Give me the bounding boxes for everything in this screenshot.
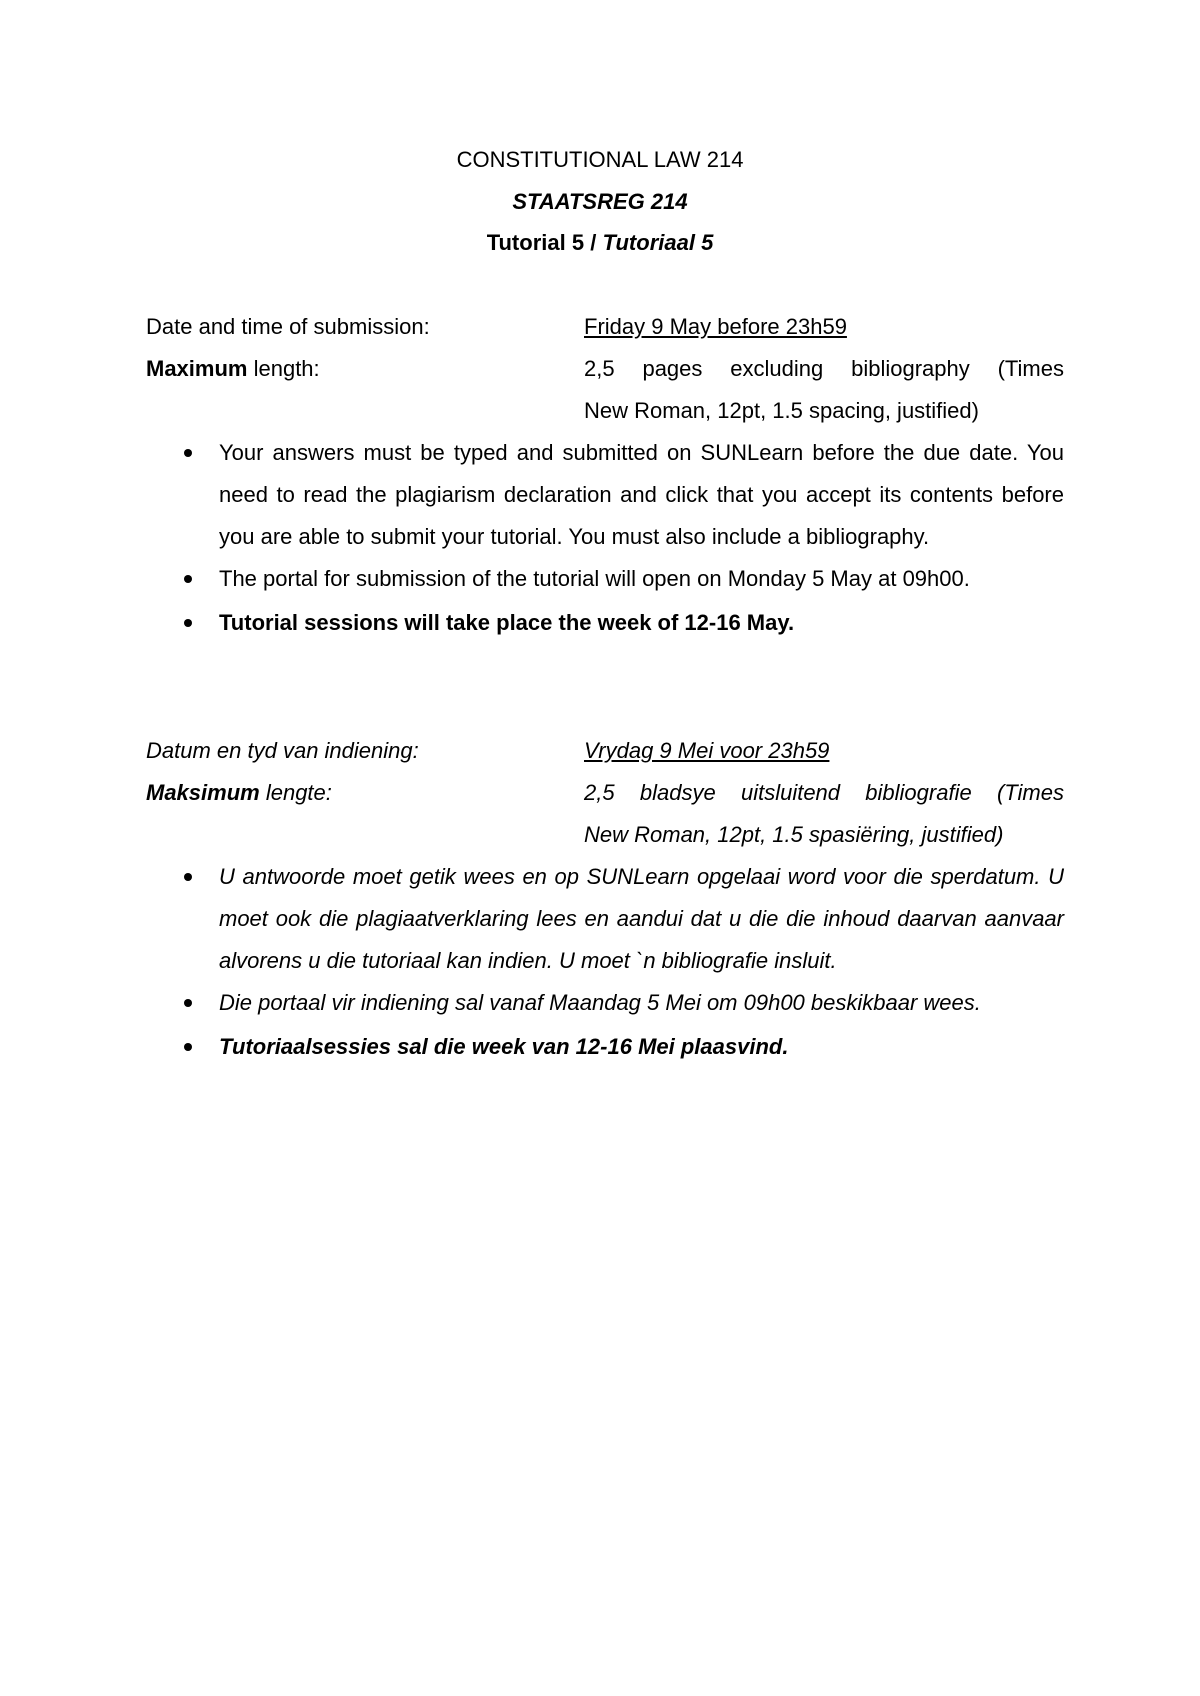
bullet-icon bbox=[184, 999, 192, 1007]
max-length-label-rest: length: bbox=[247, 356, 320, 381]
instruction-text: U antwoorde moet getik wees en op SUNLearn opgelaai word voor die sperdatum. U moet ook die plagiaatverklaring lees en aandui dat u die die inhoud daarvan aanvaar alvorens u die tutoriaal kan indien. U moet `n bibliografie insluit. bbox=[219, 864, 1064, 973]
afrikaans-instructions-list bbox=[146, 856, 1064, 1068]
bullet-icon bbox=[184, 619, 192, 627]
instruction-text: Your answers must be typed and submitted on SUNLearn before the due date. You need to read the plagiarism declaration and click that you accept its contents before you are able to submit your tutorial. You must also include a bibliography. bbox=[219, 440, 1064, 549]
list-item bbox=[146, 856, 1064, 982]
max-length-label-bold: Maximum bbox=[146, 356, 248, 381]
bullet-icon bbox=[184, 873, 192, 881]
max-length-label-afrikaans bbox=[146, 772, 332, 814]
bullet-icon bbox=[184, 575, 192, 583]
list-item bbox=[146, 432, 1064, 558]
max-length-value-line1-afrikaans: 2,5 bladsye uitsluitend bibliografie (Times bbox=[584, 780, 1064, 805]
max-length-value-line2-afrikaans: New Roman, 12pt, 1.5 spasiëring, justified) bbox=[584, 822, 1004, 847]
list-item bbox=[146, 982, 1064, 1024]
list-item bbox=[146, 1026, 1064, 1068]
bullet-icon bbox=[184, 449, 192, 457]
english-instructions-list bbox=[146, 432, 1064, 644]
tutorial-heading-separator: / bbox=[590, 230, 597, 255]
instruction-text: Tutorial sessions will take place the week of 12-16 May. bbox=[219, 610, 795, 635]
tutorial-heading-afrikaans: Tutoriaal 5 bbox=[602, 230, 714, 255]
submission-date-value bbox=[584, 306, 1064, 348]
tutorial-heading bbox=[0, 228, 1200, 258]
max-length-label-bold-afrikaans: Maksimum bbox=[146, 780, 260, 805]
list-item bbox=[146, 602, 1064, 644]
list-item bbox=[146, 558, 1064, 600]
submission-date-text: Friday 9 May before 23h59 bbox=[584, 314, 847, 339]
max-length-label bbox=[146, 348, 320, 390]
course-title: CONSTITUTIONAL LAW 214 bbox=[456, 147, 744, 172]
max-length-value-line1: 2,5 pages excluding bibliography (Times bbox=[584, 356, 1064, 381]
submission-date-label-afrikaans: Datum en tyd van indiening: bbox=[146, 738, 419, 763]
max-length-label-rest-afrikaans: lengte: bbox=[259, 780, 332, 805]
max-length-value-line2: New Roman, 12pt, 1.5 spacing, justified) bbox=[584, 398, 979, 423]
tutorial-heading-english: Tutorial 5 bbox=[486, 230, 585, 255]
submission-date-text-afrikaans: Vrydag 9 Mei voor 23h59 bbox=[584, 738, 830, 763]
course-title-afrikaans: STAATSREG 214 bbox=[512, 189, 688, 214]
instruction-text: The portal for submission of the tutorial will open on Monday 5 May at 09h00. bbox=[219, 566, 970, 591]
instruction-text: Die portaal vir indiening sal vanaf Maandag 5 Mei om 09h00 beskikbaar wees. bbox=[219, 990, 981, 1015]
submission-date-value-afrikaans bbox=[584, 730, 1064, 772]
bullet-icon bbox=[184, 1043, 192, 1051]
instruction-text: Tutoriaalsessies sal die week van 12-16 Mei plaasvind. bbox=[219, 1034, 789, 1059]
submission-date-label: Date and time of submission: bbox=[146, 314, 430, 339]
